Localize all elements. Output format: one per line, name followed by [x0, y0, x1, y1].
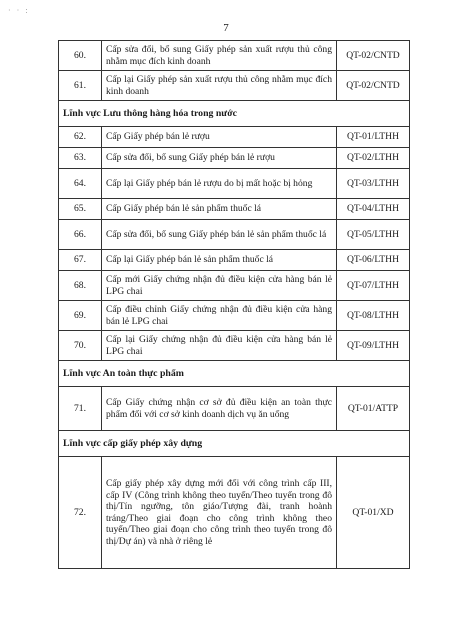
- scan-marks: · · :: [8, 6, 30, 15]
- procedure-code: QT-02/LTHH: [337, 148, 410, 169]
- procedure-code: QT-02/CNTD: [337, 71, 410, 101]
- row-number: 66.: [59, 220, 102, 250]
- section-title: Lĩnh vực An toàn thực phẩm: [59, 361, 410, 387]
- table-row: [59, 71, 410, 101]
- table-row: [59, 271, 410, 301]
- procedure-name: Cấp điều chỉnh Giấy chứng nhận đủ điều kiện cửa hàng bán lẻ LPG chai: [102, 301, 337, 331]
- row-number: 60.: [59, 41, 102, 71]
- table-row: [59, 250, 410, 271]
- row-number: 70.: [59, 331, 102, 361]
- procedure-code: QT-01/XD: [337, 457, 410, 569]
- procedure-name: Cấp Giấy chứng nhận cơ sở đủ điều kiện an toàn thực phẩm đối với cơ sở kinh doanh dịch vụ ăn uống: [102, 387, 337, 431]
- row-number: 68.: [59, 271, 102, 301]
- procedure-code: QT-04/LTHH: [337, 199, 410, 220]
- procedure-name: Cấp lại Giấy phép bán lẻ rượu do bị mất hoặc bị hỏng: [102, 169, 337, 199]
- procedure-code: QT-01/LTHH: [337, 127, 410, 148]
- procedure-name: Cấp sửa đổi, bổ sung Giấy phép bán lẻ rượu: [102, 148, 337, 169]
- procedure-name: Cấp lại Giấy phép bán lẻ sản phẩm thuốc lá: [102, 250, 337, 271]
- table-row: [59, 169, 410, 199]
- page-number: 7: [223, 22, 229, 34]
- table-row: [59, 301, 410, 331]
- row-number: 63.: [59, 148, 102, 169]
- row-number: 65.: [59, 199, 102, 220]
- section-header-row: [59, 361, 410, 387]
- row-number: 72.: [59, 457, 102, 569]
- table-row: [59, 148, 410, 169]
- table-row: [59, 199, 410, 220]
- section-title: Lĩnh vực Lưu thông hàng hóa trong nước: [59, 101, 410, 127]
- row-number: 62.: [59, 127, 102, 148]
- row-number: 71.: [59, 387, 102, 431]
- section-title: Lĩnh vực cấp giấy phép xây dựng: [59, 431, 410, 457]
- procedures-table-body: [59, 41, 410, 569]
- procedure-name: Cấp Giấy phép bán lẻ sản phẩm thuốc lá: [102, 199, 337, 220]
- table-row: [59, 331, 410, 361]
- table-row: [59, 387, 410, 431]
- section-header-row: [59, 101, 410, 127]
- procedure-code: QT-06/LTHH: [337, 250, 410, 271]
- procedure-name: Cấp giấy phép xây dựng mới đối với công trình cấp III, cấp IV (Công trình không theo tuyến/Theo tuyến trong đô thị/Tín ngưỡng, tôn giáo/Tượng đài, tranh hoành tráng/Theo giai đoạn cho công trình không theo tuyến/Theo giai đoạn cho công trình theo tuyến trong đô thị/Dự án) và nhà ở riêng lẻ: [102, 457, 337, 569]
- table-row: [59, 41, 410, 71]
- procedure-code: QT-03/LTHH: [337, 169, 410, 199]
- procedure-name: Cấp mới Giấy chứng nhận đủ điều kiện cửa hàng bán lẻ LPG chai: [102, 271, 337, 301]
- procedure-code: QT-01/ATTP: [337, 387, 410, 431]
- table-row: [59, 220, 410, 250]
- procedure-name: Cấp lại Giấy chứng nhận đủ điều kiện cửa hàng bán lẻ LPG chai: [102, 331, 337, 361]
- procedure-code: QT-07/LTHH: [337, 271, 410, 301]
- procedures-table: [58, 40, 410, 569]
- table-row: [59, 127, 410, 148]
- table-row: [59, 457, 410, 569]
- procedure-name: Cấp sửa đổi, bổ sung Giấy phép sản xuất rượu thủ công nhằm mục đích kinh doanh: [102, 41, 337, 71]
- row-number: 69.: [59, 301, 102, 331]
- procedure-name: Cấp lại Giấy phép sản xuất rượu thủ công nhằm mục đích kinh doanh: [102, 71, 337, 101]
- section-header-row: [59, 431, 410, 457]
- procedure-code: QT-02/CNTD: [337, 41, 410, 71]
- procedure-name: Cấp Giấy phép bán lẻ rượu: [102, 127, 337, 148]
- procedure-name: Cấp sửa đổi, bổ sung Giấy phép bán lẻ sản phẩm thuốc lá: [102, 220, 337, 250]
- procedure-code: QT-09/LTHH: [337, 331, 410, 361]
- procedure-code: QT-08/LTHH: [337, 301, 410, 331]
- row-number: 61.: [59, 71, 102, 101]
- procedure-code: QT-05/LTHH: [337, 220, 410, 250]
- row-number: 64.: [59, 169, 102, 199]
- row-number: 67.: [59, 250, 102, 271]
